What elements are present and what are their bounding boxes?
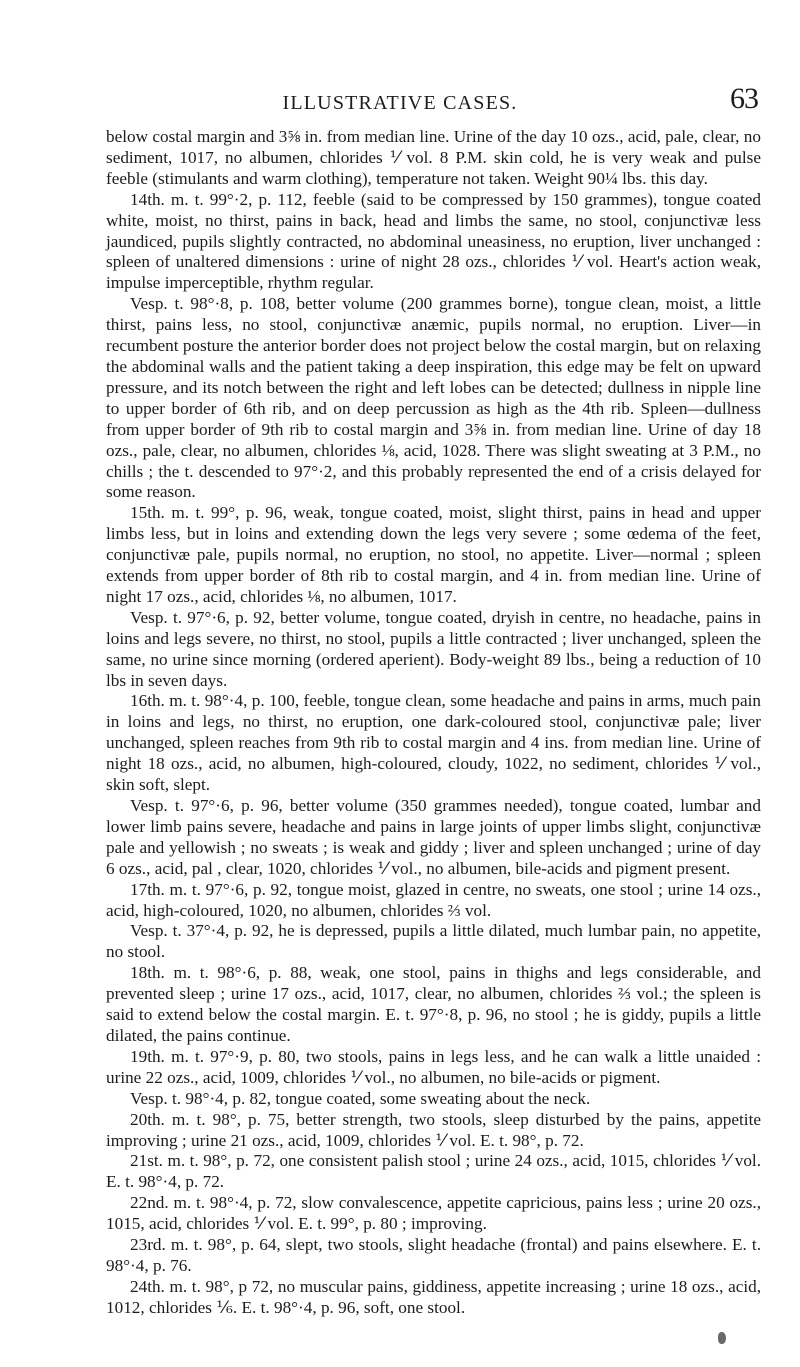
paragraph: 17th. m. t. 97°·6, p. 92, tongue moist, glazed in centre, no sweats, one stool ; urine 14 ozs., acid, high-coloured, 1020, no albumen, chlorides ⅔ vol. [106, 879, 761, 920]
paragraph: 15th. m. t. 99°, p. 96, weak, tongue coated, moist, slight thirst, pains in head and upper limbs less, but in loins and extending down the legs very severe ; some œdema of the feet, conjunctivæ pale, pupils normal, no eruption, no stool, no appetite. Liver—normal ; spleen extends from upper border of 8th rib to costal margin, and 4 in. from median line. Urine of night 17 ozs., acid, chlorides ⅛, no albumen, 1017. [106, 503, 761, 606]
paragraph: 19th. m. t. 97°·9, p. 80, two stools, pains in legs less, and he can walk a little unaided : urine 22 ozs., acid, 1009, chlorides ⅟ vol., no albumen, no bile-acids or pigment. [106, 1046, 761, 1087]
paragraph: below costal margin and 3⅝ in. from median line. Urine of the day 10 ozs., acid, pale, clear, no sediment, 1017, no albumen, chlorides ⅟ vol. 8 P.M. skin cold, he is very weak and pulse feeble (stimulants and warm clothing), temperature not taken. Weight 90¼ lbs. this day. [106, 127, 761, 188]
paragraph: Vesp. t. 37°·4, p. 92, he is depressed, pupils a little dilated, much lumbar pain, no appetite, no stool. [106, 921, 761, 962]
paragraph: 14th. m. t. 99°·2, p. 112, feeble (said to be compressed by 150 grammes), tongue coated white, moist, no thirst, pains in back, head and limbs the same, no stool, conjunctivæ less jaundiced, pupils slightly contracted, no abdominal uneasiness, no eruption, liver unchanged : spleen of unaltered dimensions : urine of night 28 ozs., chlorides ⅟ vol. Heart's action weak, impulse imperceptible, rhythm regular. [106, 189, 761, 293]
paragraph: 22nd. m. t. 98°·4, p. 72, slow convalescence, appetite capricious, pains less ; urine 20 ozs., 1015, acid, chlorides ⅟ vol. E. t. 99°, p. 80 ; improving. [106, 1193, 761, 1234]
page-number: 63 [730, 82, 758, 115]
paragraph: 24th. m. t. 98°, p 72, no muscular pains, giddiness, appetite increasing ; urine 18 ozs., acid, 1012, chlorides ⅙. E. t. 98°·4, p. 96, soft, one stool. [106, 1276, 761, 1317]
running-head [0, 78, 800, 115]
paragraph: Vesp. t. 98°·4, p. 82, tongue coated, some sweating about the neck. [130, 1088, 591, 1108]
paragraph: Vesp. t. 97°·6, p. 96, better volume (350 grammes needed), tongue coated, lumbar and lower limb pains severe, headache and pains in large joints of upper limbs slight, conjunctivæ pale and yellowish ; no sweats ; is weak and giddy ; liver and spleen unchanged ; urine of day 6 ozs., acid, pal , clear, 1020, chlorides ⅟ vol., no albumen, bile-acids and pigment present. [106, 796, 761, 878]
paragraph: 21st. m. t. 98°, p. 72, one consistent palish stool ; urine 24 ozs., acid, 1015, chlorides ⅟ vol. E. t. 98°·4, p. 72. [106, 1151, 761, 1192]
paragraph: Vesp. t. 97°·6, p. 92, better volume, tongue coated, dryish in centre, no headache, pains in loins and legs severe, no thirst, no stool, pupils a little contracted ; liver unchanged, spleen the same, no urine since morning (ordered aperient). Body-weight 89 lbs., being a reduction of 10 lbs in seven days. [106, 607, 761, 690]
paragraph: Vesp. t. 98°·8, p. 108, better volume (200 grammes borne), tongue clean, moist, a little thirst, pains less, no stool, conjunctivæ anæmic, pupils normal, no eruption. Liver—in recumbent posture the anterior border does not project below the costal margin, but on relaxing the abdominal walls and the patient taking a deep inspiration, this edge may be felt on upward pressure, and its notch between the right and left lobes can be detected; dullness in nipple line to upper border of 6th rib, and on deep percussion as high as the 4th rib. Spleen—dullness from upper border of 9th rib to costal margin and 3⅝ in. from median line. Urine of day 18 ozs., pale, clear, no albumen, chlorides ⅛, acid, 1028. There was slight sweating at 3 P.M., no chills ; the t. descended to 97°·2, and this probably represented the end of a crisis delayed for some reason. [106, 294, 761, 502]
paragraph: 23rd. m. t. 98°, p. 64, slept, two stools, slight headache (frontal) and pains elsewhere. E. t. 98°·4, p. 76. [106, 1235, 761, 1275]
paragraph: 16th. m. t. 98°·4, p. 100, feeble, tongue clean, some headache and pains in arms, much pain in loins and legs, no thirst, no eruption, one dark-coloured stool, conjunctivæ pale; liver unchanged, spleen reaches from 9th rib to costal margin and 4 ins. from median line. Urine of night 18 ozs., acid, no albumen, high-coloured, cloudy, 1022, no sediment, chlorides ⅟ vol., skin soft, slept. [106, 691, 761, 795]
body-text [106, 127, 761, 1319]
ink-blot [718, 1332, 726, 1344]
running-title: ILLUSTRATIVE CASES. [282, 92, 518, 114]
paragraph: 18th. m. t. 98°·6, p. 88, weak, one stool, pains in thighs and legs considerable, and prevented sleep ; urine 17 ozs., acid, 1017, clear, no albumen, chlorides ⅔ vol.; the spleen is said to extend below the costal margin. E. t. 97°·8, p. 96, no stool ; he is giddy, pupils a little dilated, the pains continue. [106, 963, 761, 1045]
paragraph: 20th. m. t. 98°, p. 75, better strength, two stools, sleep disturbed by the pains, appetite improving ; urine 21 ozs., acid, 1009, chlorides ⅟ vol. E. t. 98°, p. 72. [106, 1109, 761, 1150]
